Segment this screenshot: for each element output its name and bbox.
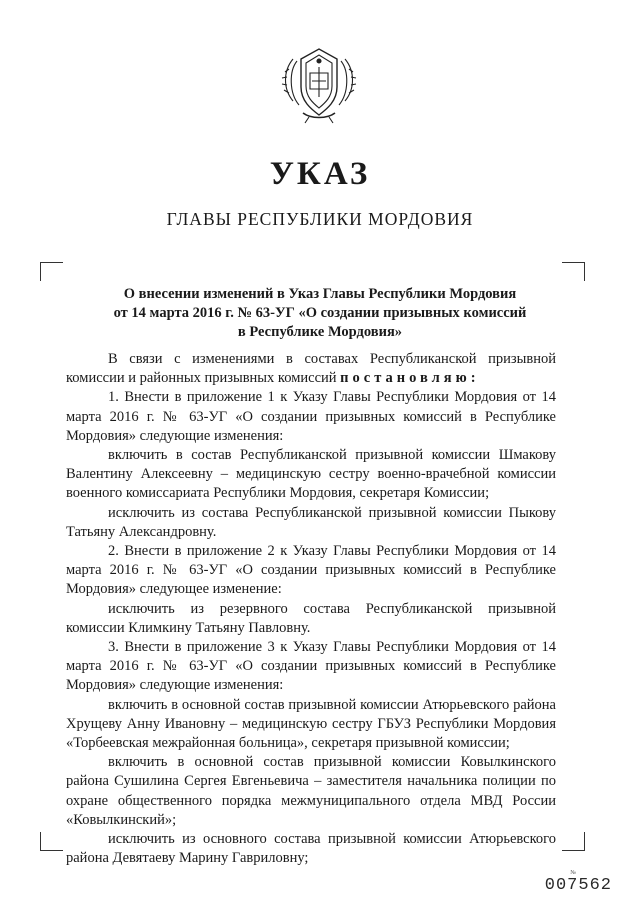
heading-line: в Республике Мордовия» [237, 324, 403, 340]
corner-mark-top-right [562, 262, 585, 281]
coat-of-arms-emblem [279, 43, 359, 125]
decree-heading [80, 285, 560, 342]
corner-mark-top-left [40, 262, 63, 281]
preamble-paragraph [66, 350, 556, 388]
body-paragraph: исключить из состава Республиканской призывной комиссии Пыкову Татьяну Александровну. [66, 504, 556, 540]
serial-small-mark: № [570, 870, 576, 876]
body-paragraph: включить в состав Республиканской призывной комиссии Шмакову Валентину Алексеевну – медицинскую сестру военно-врачебной комиссии военного комиссариата Республики Мордовия, секретаря Комиссии; [66, 447, 556, 502]
heading-line: О внесении изменений в Указ Главы Республики Мордовия [123, 286, 517, 302]
heading-line: от 14 марта 2016 г. № 63-УГ «О создании призывных комиссий [113, 305, 527, 321]
body-paragraph: 2. Внести в приложение 2 к Указу Главы Республики Мордовия от 14 марта 2016 г. № 63-УГ «О создании призывных комиссий в Республике Мордовия» следующее изменение: [66, 543, 556, 598]
corner-mark-bottom-right [562, 832, 585, 851]
serial-number: 007562 [544, 876, 612, 895]
preamble-keyword: постановляю: [340, 370, 480, 387]
body-paragraph: исключить из резервного состава Республиканской призывной комиссии Климкину Татьяну Павловну. [66, 600, 556, 636]
document-title: УКАЗ [269, 156, 371, 192]
body-paragraph: исключить из основного состава призывной комиссии Атюрьевского района Девятаеву Марину Гавриловну; [66, 831, 556, 867]
body-paragraph: 3. Внести в приложение 3 к Указу Главы Республики Мордовия от 14 марта 2016 г. № 63-УГ «О создании призывных комиссий в Республике Мордовия» следующие изменения: [66, 639, 556, 694]
body-paragraph: 1. Внести в приложение 1 к Указу Главы Республики Мордовия от 14 марта 2016 г. № 63-УГ «О создании призывных комиссий в Республике Мордовия» следующие изменения: [66, 389, 556, 444]
preamble-text: В связи с изменениями в составах Республиканской призывной комиссии и районных призывных комиссий [66, 351, 556, 387]
body-paragraph: включить в основной состав призывной комиссии Ковылкинского района Сушилина Сергея Евгеньевича – заместителя начальника полиции по охране общественного порядка межмуниципального отдела МВД России «Ковылкинский»; [66, 754, 556, 828]
decree-body [66, 350, 556, 868]
corner-mark-bottom-left [40, 832, 63, 851]
body-paragraph: включить в основной состав призывной комиссии Атюрьевского района Хрущеву Анну Ивановну – медицинскую сестру ГБУЗ Республики Мордовия «Торбеевская межрайонная больница», секретаря призывной комиссии; [66, 696, 556, 752]
document-subtitle: ГЛАВЫ РЕСПУБЛИКИ МОРДОВИЯ [166, 209, 474, 229]
